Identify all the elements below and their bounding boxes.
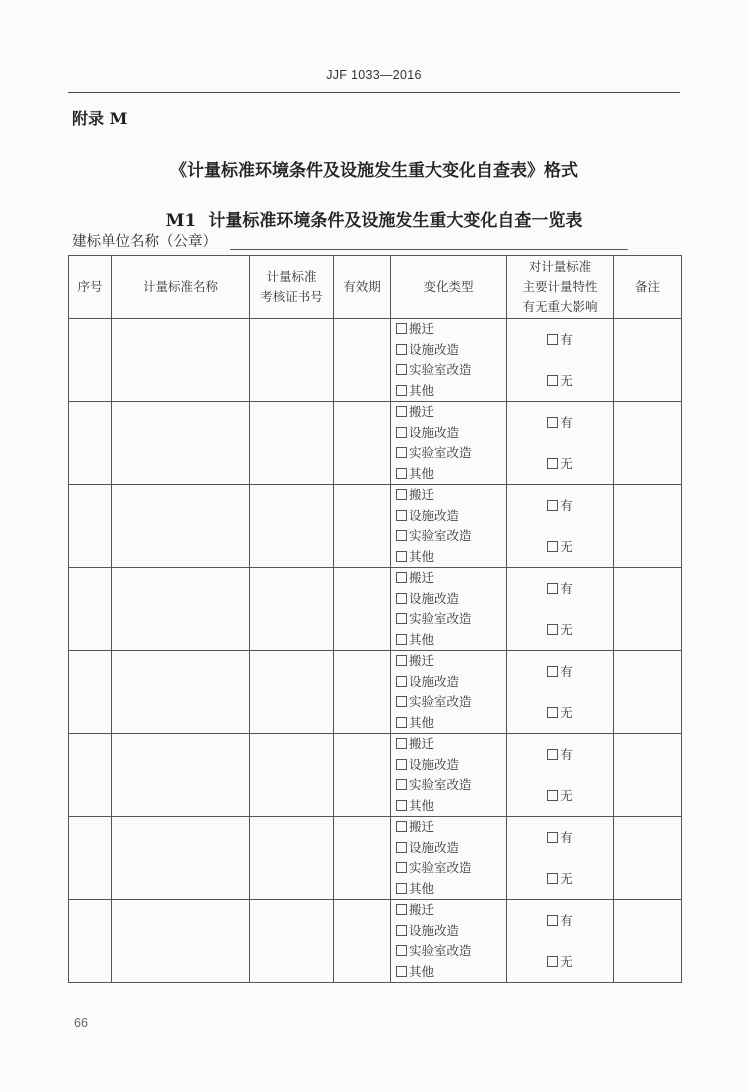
form-title: 《计量标准环境条件及设施发生重大变化自查表》格式: [170, 161, 578, 181]
impact-option[interactable]: [507, 319, 613, 360]
checkbox[interactable]: [396, 676, 407, 687]
checkbox[interactable]: [396, 842, 407, 853]
impact-option[interactable]: [507, 734, 613, 775]
checkbox[interactable]: [396, 364, 407, 375]
index-cell[interactable]: [69, 651, 112, 734]
checkbox[interactable]: [396, 406, 407, 417]
checkbox-label: 搬迁: [409, 736, 435, 751]
validity-cell[interactable]: [334, 651, 391, 734]
checkbox[interactable]: [396, 779, 407, 790]
change-type-cell: [391, 402, 507, 485]
certificate-no-cell[interactable]: [250, 817, 334, 900]
checkbox[interactable]: [547, 541, 558, 552]
appendix-title: 附录 M: [72, 109, 128, 128]
running-header: JJF 1033—2016: [326, 68, 422, 82]
table-row: [69, 817, 682, 900]
col-header-impact: [507, 256, 614, 319]
checkbox-label: 设施改造: [409, 922, 460, 938]
checkbox[interactable]: [547, 624, 558, 635]
checkbox-label: 有: [560, 415, 573, 430]
checkbox-label: 无: [560, 456, 573, 471]
impact-cell: [507, 900, 614, 983]
checkbox[interactable]: [547, 458, 558, 469]
change-type-option[interactable]: [396, 817, 506, 838]
standard-name-cell[interactable]: [112, 402, 250, 485]
certificate-no-cell[interactable]: [250, 485, 334, 568]
change-type-cell: [391, 817, 507, 900]
table-row: [69, 319, 682, 402]
table-row: [69, 485, 682, 568]
col-header-validity: [334, 256, 391, 319]
change-type-option[interactable]: [396, 692, 506, 713]
validity-cell[interactable]: [334, 402, 391, 485]
standard-name-cell[interactable]: [112, 319, 250, 402]
checkbox[interactable]: [396, 821, 407, 832]
change-type-cell: [391, 734, 507, 817]
checkbox[interactable]: [396, 344, 407, 355]
checkbox-label: 搬迁: [409, 570, 435, 585]
change-type-option[interactable]: [396, 319, 506, 340]
col-header-standard-name: [112, 256, 250, 319]
remarks-cell[interactable]: [614, 734, 682, 817]
validity-cell[interactable]: [334, 319, 391, 402]
checkbox[interactable]: [547, 583, 558, 594]
checkbox-label: 实验室改造: [409, 860, 472, 875]
header-label-line: 有无重大影响: [522, 299, 598, 314]
certificate-no-cell[interactable]: [250, 319, 334, 402]
change-type-option[interactable]: [396, 340, 506, 361]
checkbox-label: 搬迁: [409, 653, 435, 668]
standard-name-cell[interactable]: [112, 568, 250, 651]
header-label-line: 备注: [634, 279, 660, 294]
change-type-option[interactable]: [396, 962, 506, 983]
checkbox[interactable]: [396, 759, 407, 770]
change-type-option[interactable]: [396, 672, 506, 693]
impact-option[interactable]: [507, 402, 613, 443]
change-type-option[interactable]: [396, 609, 506, 630]
checkbox[interactable]: [396, 572, 407, 583]
checkbox[interactable]: [396, 738, 407, 749]
self-check-table: [68, 255, 682, 983]
impact-option[interactable]: [507, 443, 613, 484]
table-row: [69, 568, 682, 651]
checkbox[interactable]: [396, 925, 407, 936]
checkbox-label: 实验室改造: [409, 611, 472, 626]
index-cell[interactable]: [69, 319, 112, 402]
table-title-text: 计量标准环境条件及设施发生重大变化自查一览表: [208, 211, 583, 231]
impact-option[interactable]: [507, 609, 613, 650]
checkbox[interactable]: [396, 427, 407, 438]
checkbox-label: 有: [560, 830, 573, 845]
checkbox[interactable]: [396, 696, 407, 707]
change-type-option[interactable]: [396, 485, 506, 506]
header-label-line: 计量标准: [266, 269, 317, 284]
impact-cell: [507, 485, 614, 568]
standard-name-cell[interactable]: [112, 900, 250, 983]
unit-name-blank-line[interactable]: [230, 249, 628, 250]
change-type-option[interactable]: [396, 360, 506, 381]
checkbox-label: 无: [560, 705, 573, 720]
header-label-line: 变化类型: [423, 279, 474, 294]
change-type-option[interactable]: [396, 796, 506, 817]
certificate-no-cell[interactable]: [250, 568, 334, 651]
change-type-option[interactable]: [396, 775, 506, 796]
checkbox-label: 无: [560, 539, 573, 554]
header-label-line: 对计量标准: [528, 259, 592, 274]
checkbox[interactable]: [396, 800, 407, 811]
checkbox[interactable]: [547, 790, 558, 801]
change-type-cell: [391, 651, 507, 734]
index-cell[interactable]: [69, 568, 112, 651]
remarks-cell[interactable]: [614, 319, 682, 402]
checkbox-label: 有: [560, 747, 573, 762]
change-type-option[interactable]: [396, 941, 506, 962]
checkbox-label: 搬迁: [409, 404, 435, 419]
remarks-cell[interactable]: [614, 402, 682, 485]
checkbox[interactable]: [547, 375, 558, 386]
change-type-option[interactable]: [396, 402, 506, 423]
change-type-option[interactable]: [396, 547, 506, 568]
checkbox[interactable]: [396, 717, 407, 728]
checkbox-label: 有: [560, 913, 573, 928]
checkbox-label: 无: [560, 871, 573, 886]
index-cell[interactable]: [69, 817, 112, 900]
checkbox[interactable]: [396, 904, 407, 915]
header-label-line: 考核证书号: [260, 289, 323, 304]
standard-name-cell[interactable]: [112, 651, 250, 734]
checkbox-label: 其他: [409, 880, 435, 896]
checkbox-label: 其他: [409, 465, 435, 481]
checkbox-label: 其他: [409, 714, 435, 730]
table-body: [69, 319, 682, 983]
page-number: 66: [74, 1016, 88, 1030]
impact-option[interactable]: [507, 692, 613, 733]
checkbox-label: 无: [560, 954, 573, 969]
impact-cell: [507, 817, 614, 900]
checkbox-label: 设施改造: [409, 507, 460, 523]
checkbox-label: 无: [560, 373, 573, 388]
table-row: [69, 900, 682, 983]
checkbox[interactable]: [547, 915, 558, 926]
checkbox-label: 有: [560, 498, 573, 513]
impact-option[interactable]: [507, 941, 613, 982]
header-rule: [68, 92, 680, 93]
checkbox[interactable]: [396, 862, 407, 873]
checkbox-label: 其他: [409, 963, 435, 979]
change-type-option[interactable]: [396, 443, 506, 464]
index-cell[interactable]: [69, 734, 112, 817]
checkbox-label: 其他: [409, 548, 435, 564]
standard-name-cell[interactable]: [112, 485, 250, 568]
impact-option[interactable]: [507, 858, 613, 899]
checkbox-label: 设施改造: [409, 424, 460, 440]
change-type-cell: [391, 900, 507, 983]
checkbox[interactable]: [396, 385, 407, 396]
checkbox-label: 实验室改造: [409, 445, 472, 460]
checkbox[interactable]: [396, 945, 407, 956]
checkbox[interactable]: [547, 873, 558, 884]
standard-name-cell[interactable]: [112, 734, 250, 817]
certificate-no-cell[interactable]: [250, 651, 334, 734]
checkbox[interactable]: [396, 634, 407, 645]
checkbox-label: 无: [560, 788, 573, 803]
change-type-option[interactable]: [396, 651, 506, 672]
checkbox-label: 实验室改造: [409, 362, 472, 377]
impact-cell: [507, 319, 614, 402]
header-label-line: 有效期: [343, 279, 381, 294]
checkbox[interactable]: [547, 334, 558, 345]
checkbox[interactable]: [396, 883, 407, 894]
col-header-certificate-no: [250, 256, 334, 319]
change-type-option[interactable]: [396, 589, 506, 610]
checkbox[interactable]: [396, 530, 407, 541]
header-label-line: 计量标准名称: [142, 279, 218, 294]
change-type-option[interactable]: [396, 381, 506, 402]
change-type-option[interactable]: [396, 464, 506, 485]
col-header-change-type: [391, 256, 507, 319]
remarks-cell[interactable]: [614, 900, 682, 983]
checkbox-label: 搬迁: [409, 487, 435, 502]
checkbox[interactable]: [396, 593, 407, 604]
remarks-cell[interactable]: [614, 651, 682, 734]
impact-option[interactable]: [507, 651, 613, 692]
checkbox-label: 实验室改造: [409, 943, 472, 958]
change-type-cell: [391, 568, 507, 651]
change-type-option[interactable]: [396, 858, 506, 879]
impact-option[interactable]: [507, 775, 613, 816]
change-type-option[interactable]: [396, 506, 506, 527]
col-header-index: [69, 256, 112, 319]
checkbox-label: 其他: [409, 631, 435, 647]
impact-cell: [507, 651, 614, 734]
impact-option[interactable]: [507, 900, 613, 941]
impact-cell: [507, 402, 614, 485]
col-header-remarks: [614, 256, 682, 319]
change-type-cell: [391, 319, 507, 402]
checkbox-label: 无: [560, 622, 573, 637]
index-cell[interactable]: [69, 402, 112, 485]
checkbox-label: 设施改造: [409, 341, 460, 357]
impact-option[interactable]: [507, 360, 613, 401]
remarks-cell[interactable]: [614, 817, 682, 900]
checkbox-label: 设施改造: [409, 590, 460, 606]
header-label-line: 序号: [77, 279, 103, 294]
header-label-line: 主要计量特性: [522, 279, 598, 294]
checkbox-label: 其他: [409, 797, 435, 813]
change-type-option[interactable]: [396, 526, 506, 547]
checkbox-label: 设施改造: [409, 839, 460, 855]
checkbox-label: 设施改造: [409, 673, 460, 689]
checkbox[interactable]: [547, 417, 558, 428]
checkbox[interactable]: [396, 323, 407, 334]
checkbox-label: 实验室改造: [409, 528, 472, 543]
checkbox[interactable]: [396, 655, 407, 666]
table-title: [68, 206, 680, 231]
table-row: [69, 651, 682, 734]
checkbox[interactable]: [396, 447, 407, 458]
validity-cell[interactable]: [334, 734, 391, 817]
checkbox[interactable]: [547, 707, 558, 718]
checkbox[interactable]: [547, 500, 558, 511]
checkbox[interactable]: [547, 749, 558, 760]
checkbox-label: 搬迁: [409, 902, 435, 917]
index-cell[interactable]: [69, 485, 112, 568]
standard-name-cell[interactable]: [112, 817, 250, 900]
change-type-option[interactable]: [396, 879, 506, 900]
impact-option[interactable]: [507, 817, 613, 858]
checkbox-label: 有: [560, 581, 573, 596]
impact-option[interactable]: [507, 485, 613, 526]
change-type-option[interactable]: [396, 423, 506, 444]
checkbox[interactable]: [547, 956, 558, 967]
change-type-option[interactable]: [396, 568, 506, 589]
impact-option[interactable]: [507, 568, 613, 609]
checkbox-label: 搬迁: [409, 321, 435, 336]
checkbox-label: 实验室改造: [409, 694, 472, 709]
impact-option[interactable]: [507, 526, 613, 567]
checkbox[interactable]: [396, 489, 407, 500]
certificate-no-cell[interactable]: [250, 734, 334, 817]
table-number: M1: [165, 211, 197, 231]
index-cell[interactable]: [69, 900, 112, 983]
checkbox[interactable]: [396, 966, 407, 977]
validity-cell[interactable]: [334, 568, 391, 651]
impact-cell: [507, 734, 614, 817]
table-header-row: [69, 256, 682, 319]
checkbox[interactable]: [396, 468, 407, 479]
change-type-cell: [391, 485, 507, 568]
checkbox-label: 其他: [409, 382, 435, 398]
checkbox-label: 搬迁: [409, 819, 435, 834]
certificate-no-cell[interactable]: [250, 402, 334, 485]
change-type-option[interactable]: [396, 713, 506, 734]
change-type-option[interactable]: [396, 734, 506, 755]
change-type-option[interactable]: [396, 755, 506, 776]
certificate-no-cell[interactable]: [250, 900, 334, 983]
checkbox-label: 设施改造: [409, 756, 460, 772]
remarks-cell[interactable]: [614, 568, 682, 651]
checkbox[interactable]: [547, 666, 558, 677]
change-type-option[interactable]: [396, 921, 506, 942]
checkbox-label: 实验室改造: [409, 777, 472, 792]
checkbox[interactable]: [396, 510, 407, 521]
validity-cell[interactable]: [334, 900, 391, 983]
unit-name-label: 建标单位名称（公章）: [72, 234, 217, 250]
validity-cell[interactable]: [334, 817, 391, 900]
table-row: [69, 734, 682, 817]
change-type-option[interactable]: [396, 838, 506, 859]
change-type-option[interactable]: [396, 630, 506, 651]
checkbox-label: 有: [560, 332, 573, 347]
checkbox[interactable]: [396, 551, 407, 562]
checkbox[interactable]: [396, 613, 407, 624]
checkbox[interactable]: [547, 832, 558, 843]
table-row: [69, 402, 682, 485]
remarks-cell[interactable]: [614, 485, 682, 568]
change-type-option[interactable]: [396, 900, 506, 921]
checkbox-label: 有: [560, 664, 573, 679]
impact-cell: [507, 568, 614, 651]
validity-cell[interactable]: [334, 485, 391, 568]
